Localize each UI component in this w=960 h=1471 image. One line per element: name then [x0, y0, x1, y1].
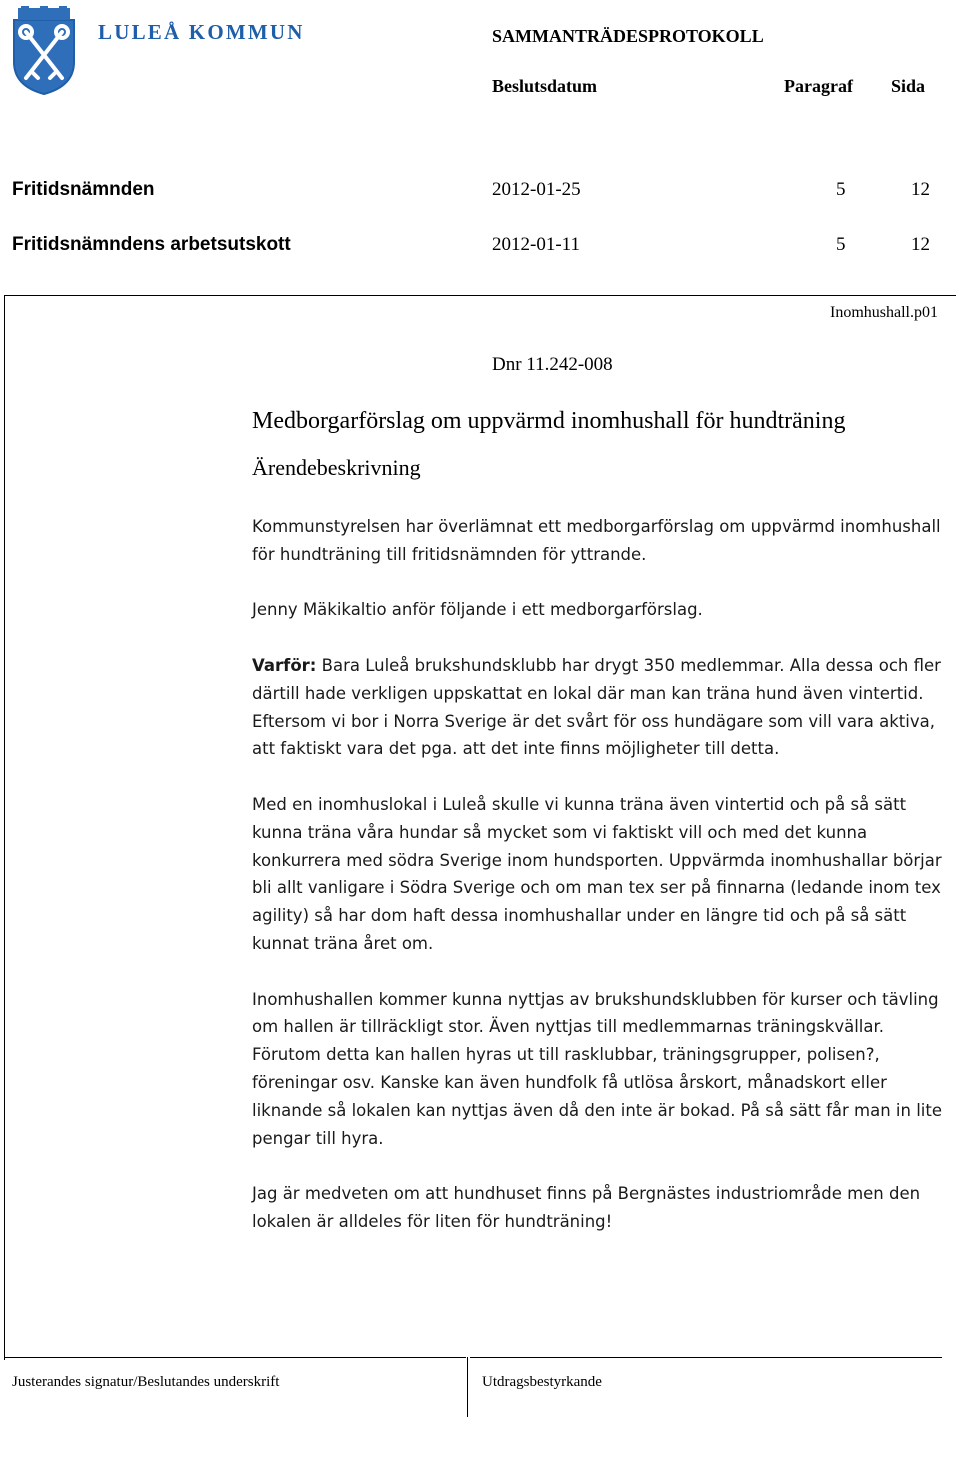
- paragraph: Med en inomhuslokal i Luleå skulle vi kunna träna även vintertid och på så sätt kunna träna våra hundar så mycket som vi faktiskt vill och med det kunna konkurrera med södra Sverige inom hundsporten. Uppvärmda inomhushallar börjar bli allt vanligare i Södra Sverige och om man tex ser på finnarna (ledande inom tex agility) så har dom haft dessa inomhushallar under en längre tid och på så sätt kunnat träna året om.: [252, 794, 942, 953]
- paragraph: Jenny Mäkikaltio anför följande i ett medborgarförslag.: [252, 600, 703, 620]
- meeting-date: 2012-01-11: [492, 234, 580, 255]
- case-number: Dnr 11.242-008: [492, 354, 613, 375]
- coat-of-arms-icon: [10, 6, 78, 96]
- file-reference: Inomhushall.p01: [830, 304, 938, 321]
- municipality-name: LULEÅ KOMMUN: [98, 20, 305, 44]
- paragraph: Inomhushallen kommer kunna nyttjas av brukshundsklubben för kurser och tävling om hallen är tillräckligt stor. Även nyttjas till medlemmarnas träningskvällar. Förutom detta kan hallen hyras ut till rasklubbar, träningsgrupper, polisen?, föreningar osv. Kanske kan även hundfolk få utlösa årskort, månadskort eller liknande så lokalen kan nyttjas även då den inte är bokad. På så sätt får man in lite pengar till hyra.: [252, 989, 943, 1148]
- case-description: [252, 513, 952, 1264]
- footer-divider: [4, 1357, 466, 1358]
- section-heading: Ärendebeskrivning: [252, 455, 421, 480]
- paragraph-text: Bara Luleå brukshundsklubb har drygt 350 medlemmar. Alla dessa och fler därtill hade verkligen uppskattat en lokal där man kan träna hund även vintertid. Eftersom vi bor i Norra Sverige är det svårt för oss hundägare som vill vara aktiva, att faktiskt vara det pga. att det inte finns möjligheter till detta.: [252, 655, 941, 759]
- paragraph: Kommunstyrelsen har överlämnat ett medborgarförslag om uppvärmd inomhushall för hundträning till fritidsnämnden för yttrande.: [252, 517, 941, 564]
- case-title: Medborgarförslag om uppvärmd inomhushall för hundträning: [252, 408, 846, 434]
- meeting-paragraph: 5: [836, 179, 846, 200]
- column-header-paragraph: Paragraf: [784, 76, 853, 96]
- footer-divider: [470, 1357, 942, 1358]
- paragraph: [252, 652, 952, 763]
- meeting-page: 12: [911, 234, 930, 255]
- meeting-date: 2012-01-25: [492, 179, 581, 200]
- meeting-body: Fritidsnämnden: [12, 179, 155, 200]
- signature-label: Justerandes signatur/Beslutandes underskrift: [12, 1374, 280, 1390]
- paragraph: Jag är medveten om att hundhuset finns på Bergnästes industriområde men den lokalen är alldeles för liten för hundträning!: [252, 1184, 921, 1231]
- column-header-page: Sida: [891, 76, 926, 96]
- certification-label: Utdragsbestyrkande: [482, 1374, 602, 1390]
- meeting-body: Fritidsnämndens arbetsutskott: [12, 234, 291, 255]
- meeting-page: 12: [911, 179, 930, 200]
- column-header-date: Beslutsdatum: [492, 76, 598, 96]
- document-type: SAMMANTRÄDESPROTOKOLL: [492, 26, 764, 46]
- meeting-paragraph: 5: [836, 234, 846, 255]
- paragraph-label: Varför:: [252, 655, 317, 675]
- footer-column-divider: [467, 1357, 468, 1417]
